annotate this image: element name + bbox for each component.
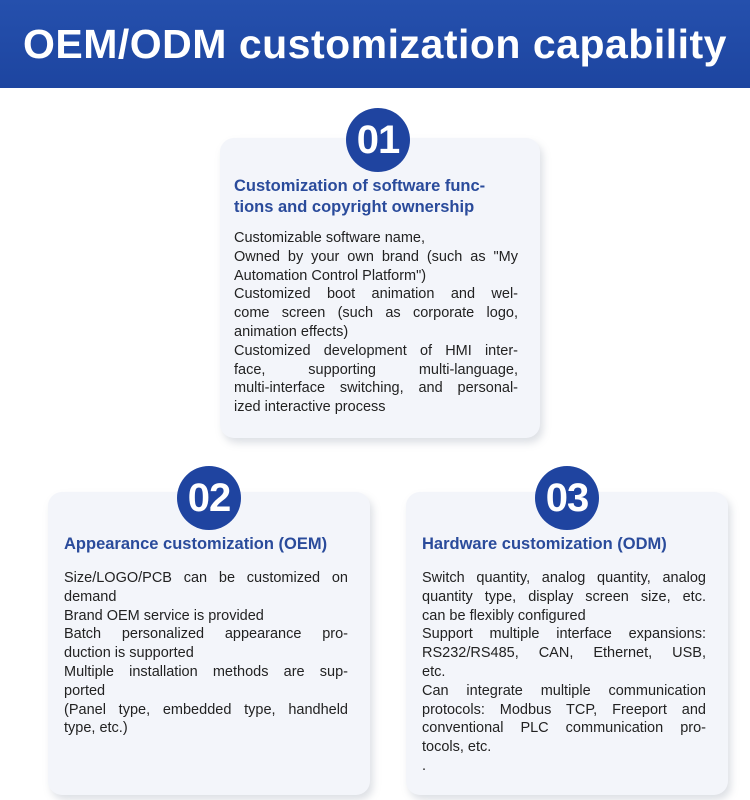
card-number-badge: 03 xyxy=(535,466,599,530)
title-line: tions and copyright ownership xyxy=(234,198,475,216)
body-line: etc. xyxy=(422,663,446,680)
body-line: Brand OEM service is provided xyxy=(64,607,264,624)
body-line: tocols, etc. xyxy=(422,739,492,756)
body-line: Customizable software name, xyxy=(234,230,425,246)
body-line: demand xyxy=(64,588,117,605)
body-line: duction is supported xyxy=(64,645,194,662)
body-line: face, supporting multi-language, xyxy=(234,361,518,378)
body-line: Multiple installation methods are sup- xyxy=(64,663,348,680)
body-line: Batch personalized appearance pro- xyxy=(64,626,348,643)
card-body xyxy=(234,229,518,417)
page-title: OEM/ODM customization capability xyxy=(23,20,727,67)
body-line: Automation Control Platform") xyxy=(234,267,427,284)
card-title xyxy=(422,534,722,555)
title-line: Customization of software func- xyxy=(234,177,486,195)
body-line: Customized boot animation and wel- xyxy=(234,286,518,303)
body-line: Size/LOGO/PCB can be customized on xyxy=(64,570,348,586)
body-line: ported xyxy=(64,682,106,699)
card-body xyxy=(422,569,706,776)
body-line: animation effects) xyxy=(234,323,349,340)
body-line: can be flexibly configured xyxy=(422,607,586,624)
body-line: Customized development of HMI inter- xyxy=(234,342,518,359)
body-line: conventional PLC communication pro- xyxy=(422,720,706,737)
card-title xyxy=(64,534,364,555)
body-line: come screen (such as corporate logo, xyxy=(234,305,518,322)
body-line: protocols: Modbus TCP, Freeport and xyxy=(422,701,706,718)
body-line: type, etc.) xyxy=(64,720,128,737)
card-title xyxy=(234,176,534,218)
body-line: (Panel type, embedded type, handheld xyxy=(64,701,348,718)
body-line: RS232/RS485, CAN, Ethernet, USB, xyxy=(422,645,706,662)
body-line: quantity type, display screen size, etc. xyxy=(422,588,706,605)
body-line: ized interactive process xyxy=(234,399,386,416)
body-line: Support multiple interface expansions: xyxy=(422,626,706,643)
card-body xyxy=(64,569,348,738)
body-line: . xyxy=(422,757,427,774)
body-line: Switch quantity, analog quantity, analog xyxy=(422,570,706,586)
body-line: multi-interface switching, and personal- xyxy=(234,380,518,397)
title-line: Hardware customization (ODM) xyxy=(422,535,667,553)
header-banner xyxy=(0,0,750,88)
card-number-badge: 02 xyxy=(177,466,241,530)
body-line: Can integrate multiple communication xyxy=(422,682,706,699)
body-line: Owned by your own brand (such as "My xyxy=(234,248,518,265)
card-number-badge: 01 xyxy=(346,108,410,172)
title-line: Appearance customization (OEM) xyxy=(64,535,328,553)
